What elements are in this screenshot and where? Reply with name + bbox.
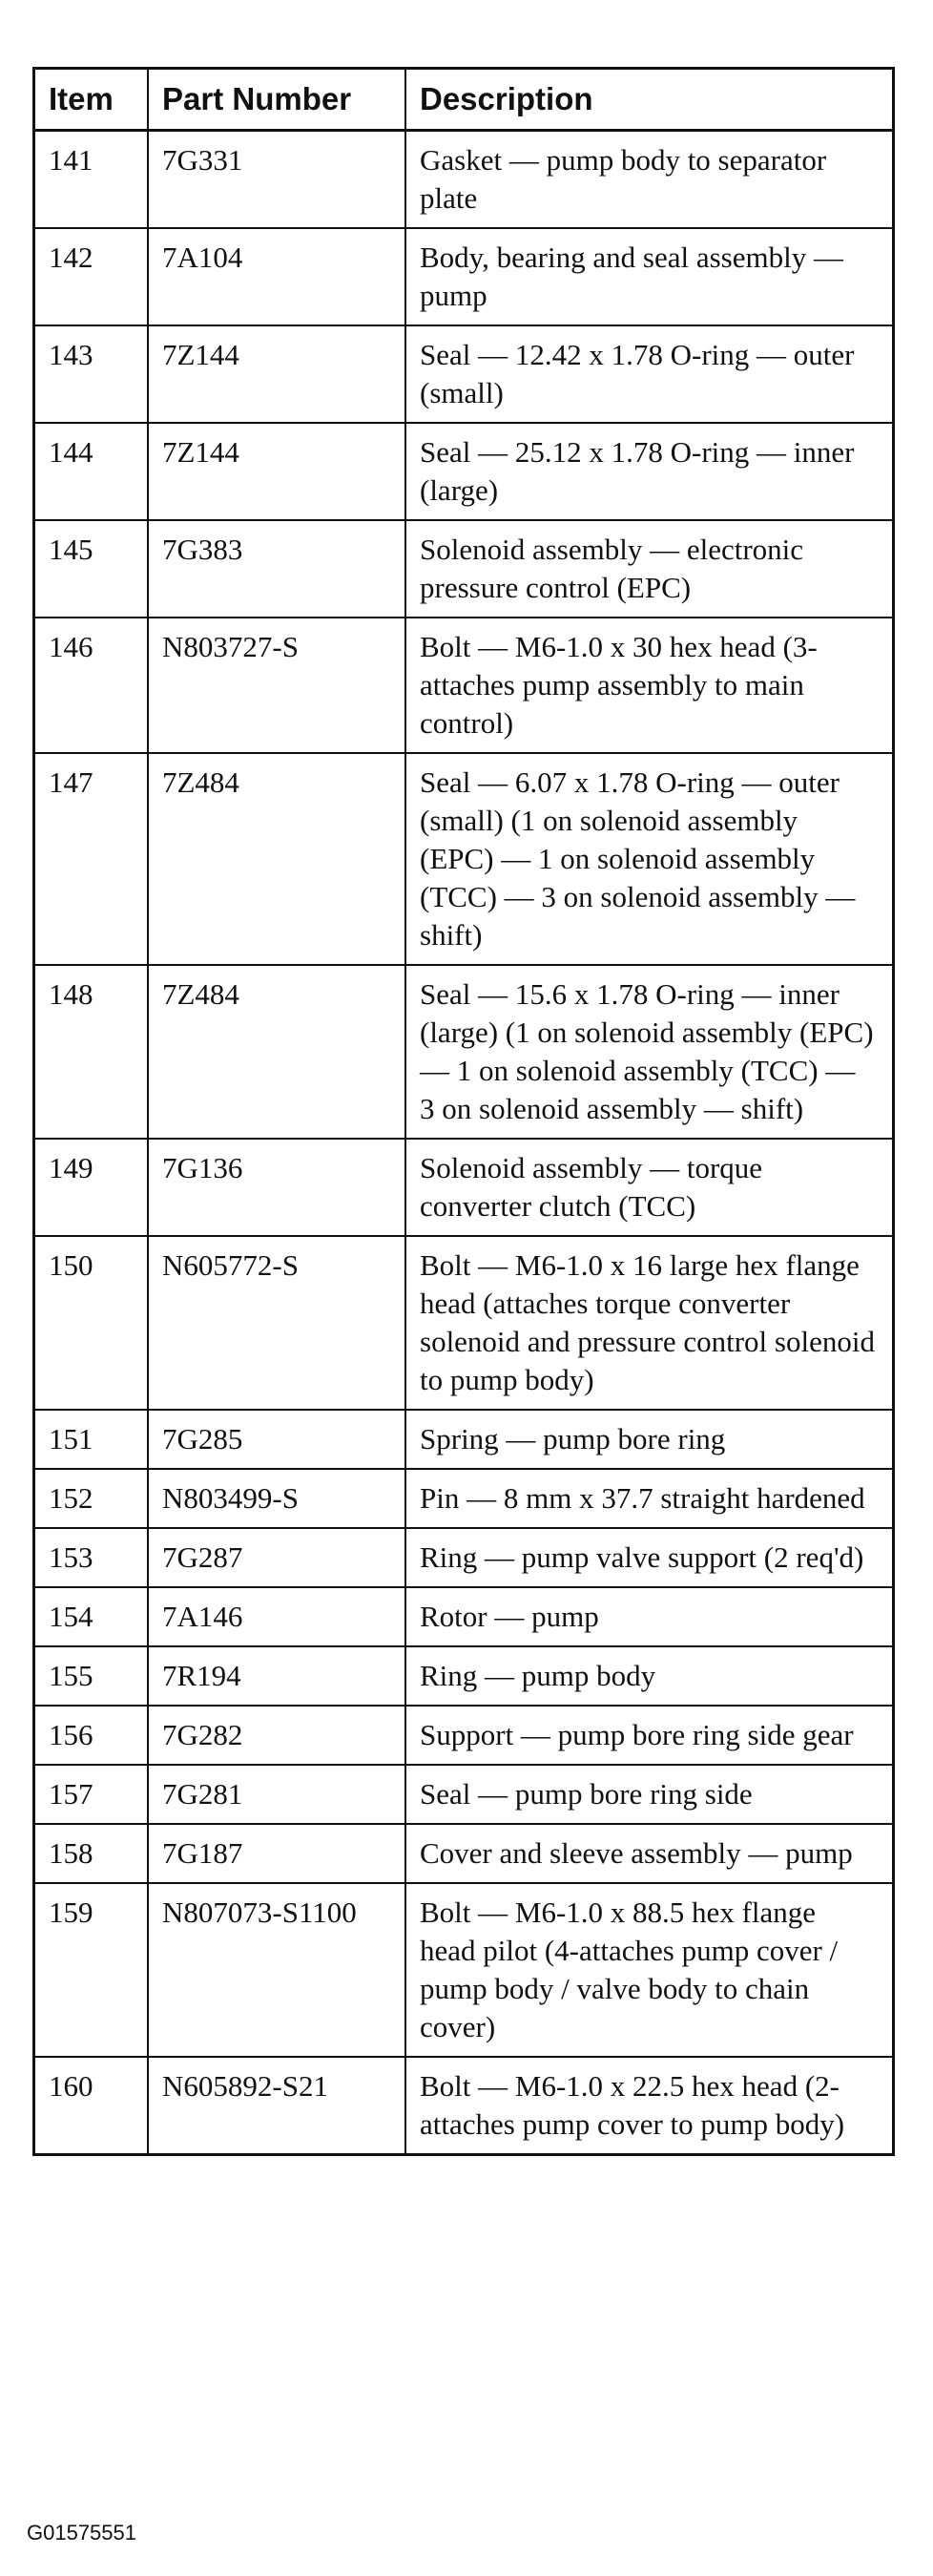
cell-item: 159 bbox=[35, 1883, 148, 2057]
header-part-number: Part Number bbox=[148, 70, 405, 131]
table-row bbox=[35, 2057, 892, 2153]
cell-item: 156 bbox=[35, 1706, 148, 1765]
table-row bbox=[35, 1765, 892, 1824]
cell-description: Solenoid assembly — torque converter clutch (TCC) bbox=[405, 1139, 892, 1236]
cell-description: Solenoid assembly — electronic pressure control (EPC) bbox=[405, 520, 892, 618]
cell-description: Seal — pump bore ring side bbox=[405, 1765, 892, 1824]
cell-part-number: 7G383 bbox=[148, 520, 405, 618]
cell-item: 155 bbox=[35, 1646, 148, 1706]
parts-table bbox=[35, 70, 892, 2153]
cell-item: 145 bbox=[35, 520, 148, 618]
table-row bbox=[35, 618, 892, 753]
cell-part-number: 7Z144 bbox=[148, 325, 405, 423]
cell-part-number: 7Z484 bbox=[148, 753, 405, 965]
cell-part-number: 7A104 bbox=[148, 228, 405, 325]
cell-part-number: N605892-S21 bbox=[148, 2057, 405, 2153]
header-row bbox=[35, 70, 892, 131]
table-row bbox=[35, 1824, 892, 1883]
cell-description: Rotor — pump bbox=[405, 1587, 892, 1646]
table-row bbox=[35, 1236, 892, 1410]
cell-part-number: 7A146 bbox=[148, 1587, 405, 1646]
table-row bbox=[35, 131, 892, 229]
table-row bbox=[35, 1587, 892, 1646]
cell-part-number: 7R194 bbox=[148, 1646, 405, 1706]
cell-item: 142 bbox=[35, 228, 148, 325]
cell-item: 160 bbox=[35, 2057, 148, 2153]
cell-part-number: 7Z484 bbox=[148, 965, 405, 1139]
cell-description: Seal — 6.07 x 1.78 O-ring — outer (small) (1 on solenoid assembly (EPC) — 1 on solenoid assembly (TCC) — 3 on solenoid assembly — shift) bbox=[405, 753, 892, 965]
cell-part-number: N605772-S bbox=[148, 1236, 405, 1410]
table-row bbox=[35, 520, 892, 618]
cell-part-number: 7G287 bbox=[148, 1528, 405, 1587]
table-header bbox=[35, 70, 892, 131]
table-row bbox=[35, 1139, 892, 1236]
cell-part-number: 7G331 bbox=[148, 131, 405, 229]
cell-item: 151 bbox=[35, 1410, 148, 1469]
cell-item: 144 bbox=[35, 423, 148, 520]
cell-item: 148 bbox=[35, 965, 148, 1139]
cell-item: 157 bbox=[35, 1765, 148, 1824]
cell-part-number: 7G281 bbox=[148, 1765, 405, 1824]
header-description: Description bbox=[405, 70, 892, 131]
cell-description: Seal — 12.42 x 1.78 O-ring — outer (small) bbox=[405, 325, 892, 423]
cell-part-number: 7G136 bbox=[148, 1139, 405, 1236]
table-row bbox=[35, 1706, 892, 1765]
table-body bbox=[35, 131, 892, 2154]
cell-description: Spring — pump bore ring bbox=[405, 1410, 892, 1469]
cell-item: 158 bbox=[35, 1824, 148, 1883]
cell-description: Ring — pump valve support (2 req'd) bbox=[405, 1528, 892, 1587]
table-row bbox=[35, 1646, 892, 1706]
cell-description: Bolt — M6-1.0 x 88.5 hex flange head pilot (4-attaches pump cover / pump body / valve body to chain cover) bbox=[405, 1883, 892, 2057]
cell-description: Pin — 8 mm x 37.7 straight hardened bbox=[405, 1469, 892, 1528]
cell-description: Ring — pump body bbox=[405, 1646, 892, 1706]
cell-item: 152 bbox=[35, 1469, 148, 1528]
cell-part-number: N803727-S bbox=[148, 618, 405, 753]
cell-item: 143 bbox=[35, 325, 148, 423]
figure-id: G01575551 bbox=[27, 2521, 136, 2545]
cell-item: 146 bbox=[35, 618, 148, 753]
table-row bbox=[35, 1410, 892, 1469]
cell-part-number: 7Z144 bbox=[148, 423, 405, 520]
cell-part-number: 7G285 bbox=[148, 1410, 405, 1469]
cell-description: Seal — 15.6 x 1.78 O-ring — inner (large) (1 on solenoid assembly (EPC) — 1 on solenoid assembly (TCC) — 3 on solenoid assembly — shift) bbox=[405, 965, 892, 1139]
cell-description: Gasket — pump body to separator plate bbox=[405, 131, 892, 229]
cell-description: Bolt — M6-1.0 x 30 hex head (3-attaches pump assembly to main control) bbox=[405, 618, 892, 753]
cell-part-number: 7G282 bbox=[148, 1706, 405, 1765]
cell-item: 154 bbox=[35, 1587, 148, 1646]
table-row bbox=[35, 1528, 892, 1587]
table-row bbox=[35, 1883, 892, 2057]
cell-description: Cover and sleeve assembly — pump bbox=[405, 1824, 892, 1883]
cell-part-number: N807073-S1100 bbox=[148, 1883, 405, 2057]
header-item: Item bbox=[35, 70, 148, 131]
parts-table-frame bbox=[32, 67, 895, 2156]
table-row bbox=[35, 753, 892, 965]
table-row bbox=[35, 228, 892, 325]
cell-item: 149 bbox=[35, 1139, 148, 1236]
cell-item: 150 bbox=[35, 1236, 148, 1410]
cell-item: 153 bbox=[35, 1528, 148, 1587]
cell-description: Body, bearing and seal assembly — pump bbox=[405, 228, 892, 325]
cell-description: Seal — 25.12 x 1.78 O-ring — inner (large) bbox=[405, 423, 892, 520]
cell-description: Bolt — M6-1.0 x 22.5 hex head (2-attaches pump cover to pump body) bbox=[420, 2069, 845, 2141]
table-row bbox=[35, 965, 892, 1139]
cell-item: 147 bbox=[35, 753, 148, 965]
cell-description: Support — pump bore ring side gear bbox=[405, 1706, 892, 1765]
table-row bbox=[35, 325, 892, 423]
table-row bbox=[35, 1469, 892, 1528]
cell-description: Bolt — M6-1.0 x 16 large hex flange head (attaches torque converter solenoid and pressure control solenoid to pump body) bbox=[405, 1236, 892, 1410]
table-row bbox=[35, 423, 892, 520]
cell-item: 141 bbox=[35, 131, 148, 229]
cell-part-number: N803499-S bbox=[148, 1469, 405, 1528]
cell-part-number: 7G187 bbox=[148, 1824, 405, 1883]
